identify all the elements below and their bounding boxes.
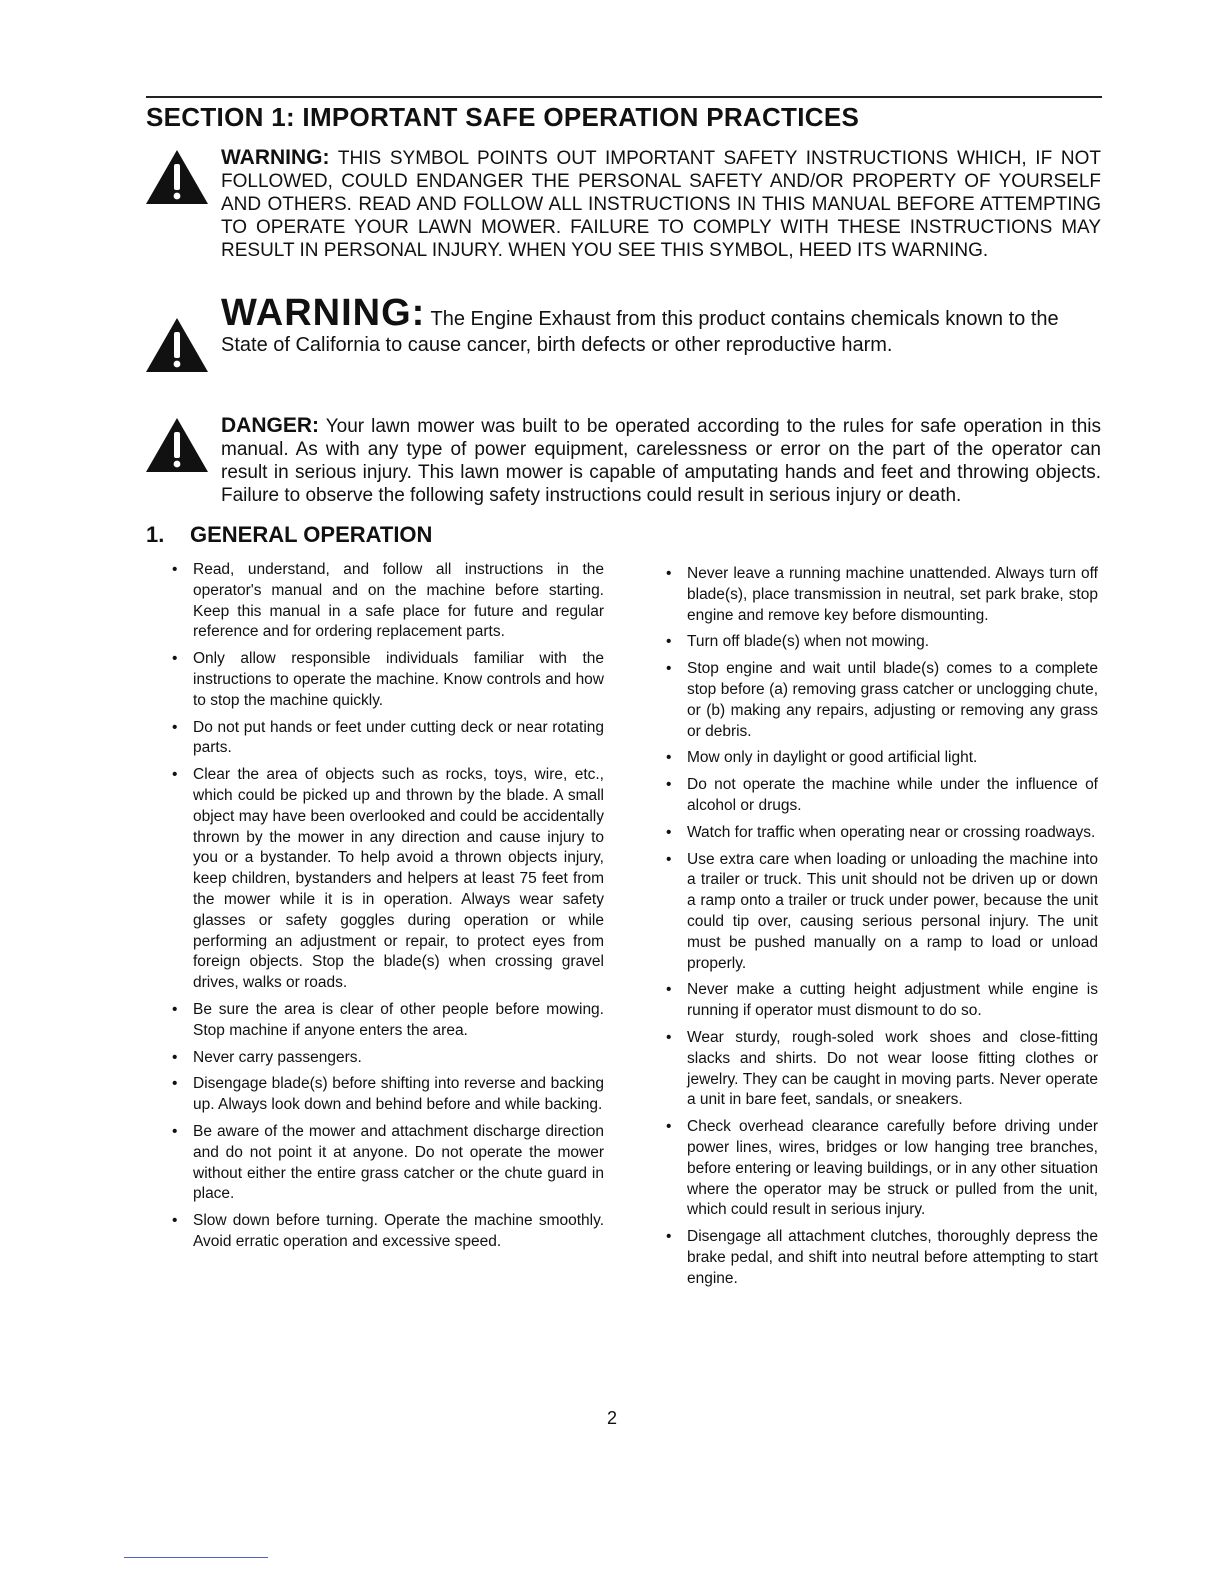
heading-number: 1. <box>146 522 165 547</box>
list-item <box>666 564 1098 626</box>
bullet-icon: • <box>666 633 672 651</box>
right-bullet-list <box>666 564 1098 1296</box>
bullet-icon: • <box>172 1212 178 1230</box>
list-item <box>666 980 1098 1022</box>
danger-text: Your lawn mower was built to be operated according to the rules for safe operation in this manual. As with any type of power equipment, carelessness or error on the part of the operator can result in serious injury. This lawn mower is capable of amputating hands and feet and throwing objects. Failure to observe the following safety instructions could result in serious injury or death. <box>221 416 1101 506</box>
list-item <box>666 775 1098 817</box>
bullet-icon: • <box>666 850 672 868</box>
list-item-text: Clear the area of objects such as rocks, toys, wire, etc., which could be picked up and thrown by the blade. A small object may have been overlooked and could be accidentally thrown by the mower in any direction and cause injury to you or a bystander. To help avoid a thrown objects injury, keep children, bystanders and helpers at least 75 feet from the mower while it is in operation. Always wear safety glasses or safety goggles during operation or while performing an adjustment or repair, to protect eyes from foreign objects. Stop the blade(s) when crossing gravel drives, walks or roads. <box>193 766 604 992</box>
list-item <box>172 765 604 994</box>
bullet-icon: • <box>172 718 178 736</box>
list-item <box>666 1117 1098 1221</box>
bullet-icon: • <box>666 660 672 678</box>
bullet-icon: • <box>172 1000 178 1018</box>
list-item <box>172 1048 604 1069</box>
list-item <box>172 1074 604 1116</box>
list-item <box>172 718 604 760</box>
bullet-icon: • <box>666 1228 672 1246</box>
list-item-text: Disengage blade(s) before shifting into reverse and backing up. Always look down and behind before and while backing. <box>193 1075 604 1114</box>
danger-notice <box>221 414 1101 507</box>
top-rule <box>146 96 1102 98</box>
warning-text: The Engine Exhaust from this product contains chemicals known to the State of California to cause cancer, birth defects or other reproductive harm. <box>221 308 1059 356</box>
list-item-text: Watch for traffic when operating near or crossing roadways. <box>687 823 1096 841</box>
left-bullet-list <box>172 560 604 1259</box>
california-exhaust-warning <box>221 292 1101 358</box>
list-item-text: Do not put hands or feet under cutting deck or near rotating parts. <box>193 718 604 757</box>
list-item <box>172 1122 604 1205</box>
general-operation-heading <box>146 522 432 548</box>
bullet-icon: • <box>666 776 672 794</box>
list-item-text: Check overhead clearance carefully before driving under power lines, wires, bridges or low hanging tree branches, before entering or leaving buildings, or in any other situation where the operator may be struck or pulled from the unit, which could result in serious injury. <box>687 1118 1099 1219</box>
list-item <box>666 823 1098 844</box>
bullet-icon: • <box>666 1028 672 1046</box>
warning-text: THIS SYMBOL POINTS OUT IMPORTANT SAFETY INSTRUCTIONS WHICH, IF NOT FOLLOWED, COULD ENDANGER THE PERSONAL SAFETY AND/OR PROPERTY OF YOURSELF AND OTHERS. READ AND FOLLOW ALL INSTRUCTIONS IN THIS MANUAL BEFORE ATTEMPTING TO OPERATE YOUR LAWN MOWER. FAILURE TO COMPLY WITH THESE INSTRUCTIONS MAY RESULT IN PERSONAL INJURY. WHEN YOU SEE THIS SYMBOL, HEED ITS WARNING. <box>221 148 1102 261</box>
warning-label: WARNING: <box>221 292 426 334</box>
page-number: 2 <box>606 1408 617 1428</box>
list-item <box>172 1000 604 1042</box>
list-item <box>172 1211 604 1253</box>
list-item-text: Be sure the area is clear of other people before mowing. Stop machine if anyone enters the area. <box>193 1000 604 1039</box>
list-item-text: Slow down before turning. Operate the machine smoothly. Avoid erratic operation and excessive speed. <box>193 1212 604 1250</box>
danger-triangle-icon <box>144 416 210 474</box>
list-item <box>666 1227 1098 1289</box>
bullet-icon: • <box>172 1075 178 1093</box>
list-item-text: Disengage all attachment clutches, thoroughly depress the brake pedal, and shift into neutral before attempting to start engine. <box>687 1228 1098 1287</box>
list-item-text: Use extra care when loading or unloading the machine into a trailer or truck. This unit should not be driven up or down a ramp onto a trailer or truck under power, because the unit could tip over, causing serious personal injury. The unit must be pushed manually on a ramp to load or unload properly. <box>687 850 1098 972</box>
list-item <box>172 649 604 711</box>
list-item-text: Never make a cutting height adjustment while engine is running if operator must dismount to do so. <box>687 981 1098 1020</box>
list-item-text: Read, understand, and follow all instructions in the operator's manual and on the machine before starting. Keep this manual in a safe place for future and regular reference and for ordering replacement parts. <box>193 561 604 641</box>
list-item-text: Turn off blade(s) when not mowing. <box>687 633 930 651</box>
list-item <box>666 748 1098 769</box>
warning-triangle-icon <box>144 148 210 206</box>
bullet-icon: • <box>666 823 672 841</box>
list-item-text: Do not operate the machine while under the influence of alcohol or drugs. <box>687 776 1098 814</box>
bullet-icon: • <box>666 749 672 767</box>
bullet-icon: • <box>172 650 178 668</box>
bullet-icon: • <box>666 1118 672 1136</box>
bullet-icon: • <box>172 1122 178 1140</box>
footnote-rule <box>124 1557 268 1558</box>
list-item <box>666 850 1098 975</box>
bullet-icon: • <box>172 561 178 578</box>
list-item <box>666 1028 1098 1111</box>
list-item-text: Mow only in daylight or good artificial light. <box>687 749 978 767</box>
list-item-text: Never leave a running machine unattended. Always turn off blade(s), place transmission in neutral, set park brake, stop engine and remove key before dismounting. <box>687 565 1098 624</box>
list-item-text: Only allow responsible individuals familiar with the instructions to operate the machine. Know controls and how to stop the machine quickly. <box>193 650 604 709</box>
bullet-icon: • <box>172 766 178 784</box>
list-item-text: Never carry passengers. <box>193 1048 362 1066</box>
warning-triangle-icon <box>144 316 210 374</box>
list-item <box>172 560 604 643</box>
list-item <box>666 659 1098 742</box>
list-item-text: Stop engine and wait until blade(s) comes to a complete stop before (a) removing grass catcher or unclogging chute, or (b) making any repairs, adjusting or removing any grass or debris. <box>687 660 1098 740</box>
bullet-icon: • <box>666 981 672 999</box>
safety-symbol-warning <box>221 146 1101 262</box>
heading-text: GENERAL OPERATION <box>190 522 433 547</box>
danger-label: DANGER: <box>221 414 319 437</box>
list-item-text: Be aware of the mower and attachment discharge direction and do not point it at anyone. Do not operate the mower without either the entire grass catcher or the chute guard in place. <box>193 1122 604 1203</box>
warning-label: WARNING: <box>221 146 330 169</box>
list-item <box>666 632 1098 653</box>
bullet-icon: • <box>666 565 672 582</box>
bullet-icon: • <box>172 1048 178 1066</box>
section-title: SECTION 1: IMPORTANT SAFE OPERATION PRACTICES <box>146 102 860 132</box>
list-item-text: Wear sturdy, rough-soled work shoes and close-fitting slacks and shirts. Do not wear loose fitting clothes or jewelry. They can be caught in moving parts. Never operate a unit in bare feet, sandals, or sneakers. <box>687 1028 1098 1109</box>
